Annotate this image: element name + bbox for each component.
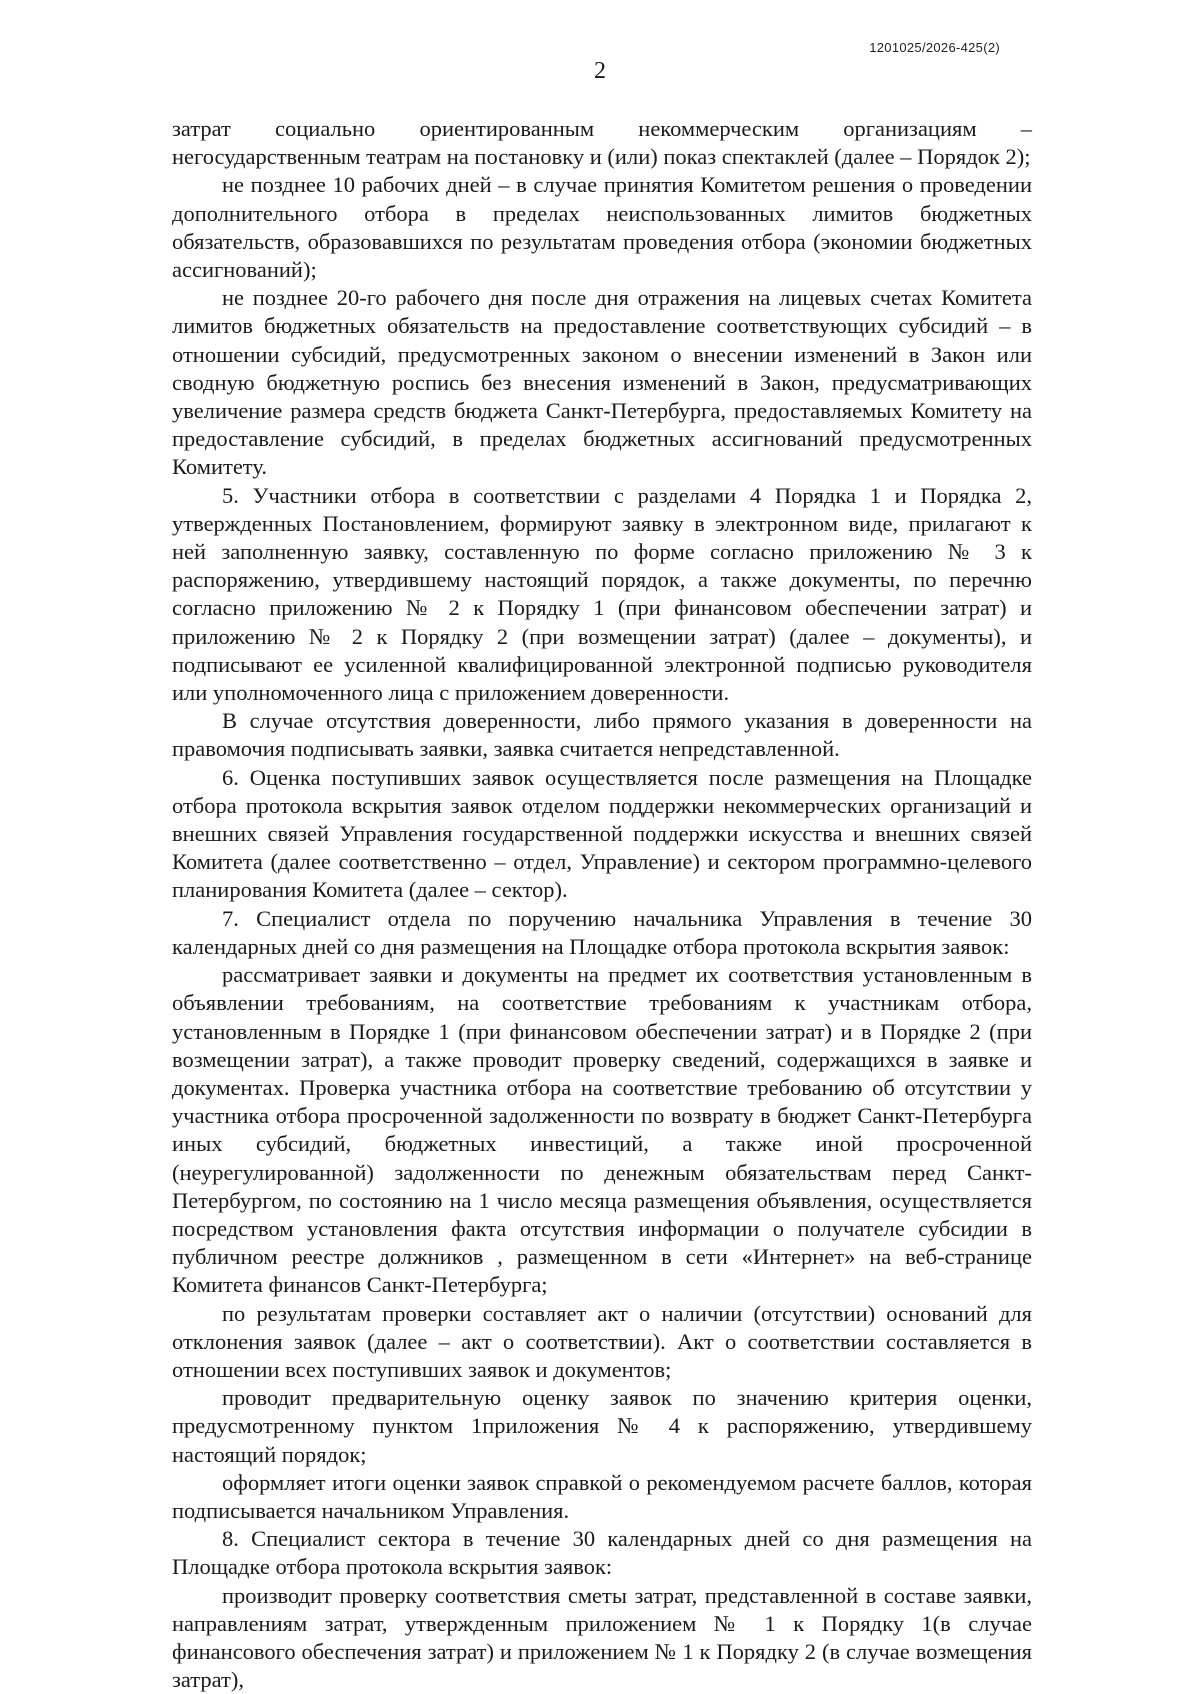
paragraph: затрат социально ориентированным некоммерческим организациям – негосударственным театрам на постановку и (или) показ спектаклей (далее – Порядок 2); bbox=[172, 116, 1032, 170]
numbered-clause-5: 5. Участники отбора в соответствии с разделами 4 Порядка 1 и Порядка 2, утвержденных Постановлением, формируют заявку в электронном виде, прилагают к ней заполненную заявку, составленную по форме согласно приложению № 3 к распоряжению, утвердившему настоящий порядок, а также документы, по перечню согласно приложению № 2 к Порядку 1 (при финансовом обеспечении затрат) и приложению № 2 к Порядку 2 (при возмещении затрат) (далее – документы), и подписывают ее усиленной квалифицированной электронной подписью руководителя или уполномоченного лица с приложением доверенности. bbox=[172, 482, 1032, 706]
paragraph: В случае отсутствия доверенности, либо прямого указания в доверенности на правомочия подписывать заявки, заявка считается непредставленной. bbox=[172, 708, 1032, 762]
paragraph: не позднее 10 рабочих дней – в случае принятия Комитетом решения о проведении дополнительного отбора в пределах неиспользованных лимитов бюджетных обязательств, образовавшихся по результатам проведения отбора (экономии бюджетных ассигнований); bbox=[172, 172, 1032, 283]
numbered-clause-8: 8. Специалист сектора в течение 30 календарных дней со дня размещения на Площадке отбора протокола вскрытия заявок: bbox=[172, 1526, 1032, 1580]
numbered-clause-6: 6. Оценка поступивших заявок осуществляется после размещения на Площадке отбора протокола вскрытия заявок отделом поддержки некоммерческих организаций и внешних связей Управления государственной поддержки искусства и внешних связей Комитета (далее соответственно – отдел, Управление) и сектором программно-целевого планирования Комитета (далее – сектор). bbox=[172, 764, 1032, 903]
document-body bbox=[172, 115, 1032, 1694]
paragraph: рассматривает заявки и документы на предмет их соответствия установленным в объявлении требованиям, на соответствие требованиям к участникам отбора, установленным в Порядке 1 (при финансовом обеспечении затрат) и в Порядке 2 (при возмещении затрат), а также проводит проверку сведений, содержащихся в заявке и документах. Проверка участника отбора на соответствие требованию об отсутствии у участника отбора просроченной задолженности по возврату в бюджет Санкт-Петербурга иных субсидий, бюджетных инвестиций, а также иной просроченной (неурегулированной) задолженности по денежным обязательствам перед Санкт-Петербургом, по состоянию на 1 число месяца размещения объявления, осуществляется посредством установления факта отсутствия информации о получателе субсидии в публичном реестре должников , размещенном в сети «Интернет» на веб-странице Комитета финансов Санкт-Петербурга; bbox=[172, 962, 1032, 1298]
paragraph: не позднее 20-го рабочего дня после дня отражения на лицевых счетах Комитета лимитов бюджетных обязательств на предоставление соответствующих субсидий – в отношении субсидий, предусмотренных законом о внесении изменений в Закон или сводную бюджетную роспись без внесения изменений в Закон, предусматривающих увеличение размера средств бюджета Санкт-Петербурга, предоставляемых Комитету на предоставление субсидий, в пределах бюджетных ассигнований предусмотренных Комитету. bbox=[172, 285, 1032, 480]
page-number: 2 bbox=[594, 58, 606, 84]
paragraph: оформляет итоги оценки заявок справкой о рекомендуемом расчете баллов, которая подписывается начальником Управления. bbox=[172, 1469, 1032, 1523]
numbered-clause-7: 7. Специалист отдела по поручению начальника Управления в течение 30 календарных дней со дня размещения на Площадке отбора протокола вскрытия заявок: bbox=[172, 905, 1032, 959]
document-registration-number: 1201025/2026-425(2) bbox=[869, 40, 1000, 55]
paragraph: проводит предварительную оценку заявок по значению критерия оценки, предусмотренному пунктом 1приложения № 4 к распоряжению, утвердившему настоящий порядок; bbox=[172, 1385, 1032, 1467]
paragraph: производит проверку соответствия сметы затрат, представленной в составе заявки, направлениям затрат, утвержденным приложением № 1 к Порядку 1(в случае финансового обеспечения затрат) и приложением № 1 к Порядку 2 (в случае возмещения затрат), bbox=[172, 1582, 1032, 1693]
paragraph: по результатам проверки составляет акт о наличии (отсутствии) оснований для отклонения заявок (далее – акт о соответствии). Акт о соответствии составляется в отношении всех поступивших заявок и документов; bbox=[172, 1300, 1032, 1382]
